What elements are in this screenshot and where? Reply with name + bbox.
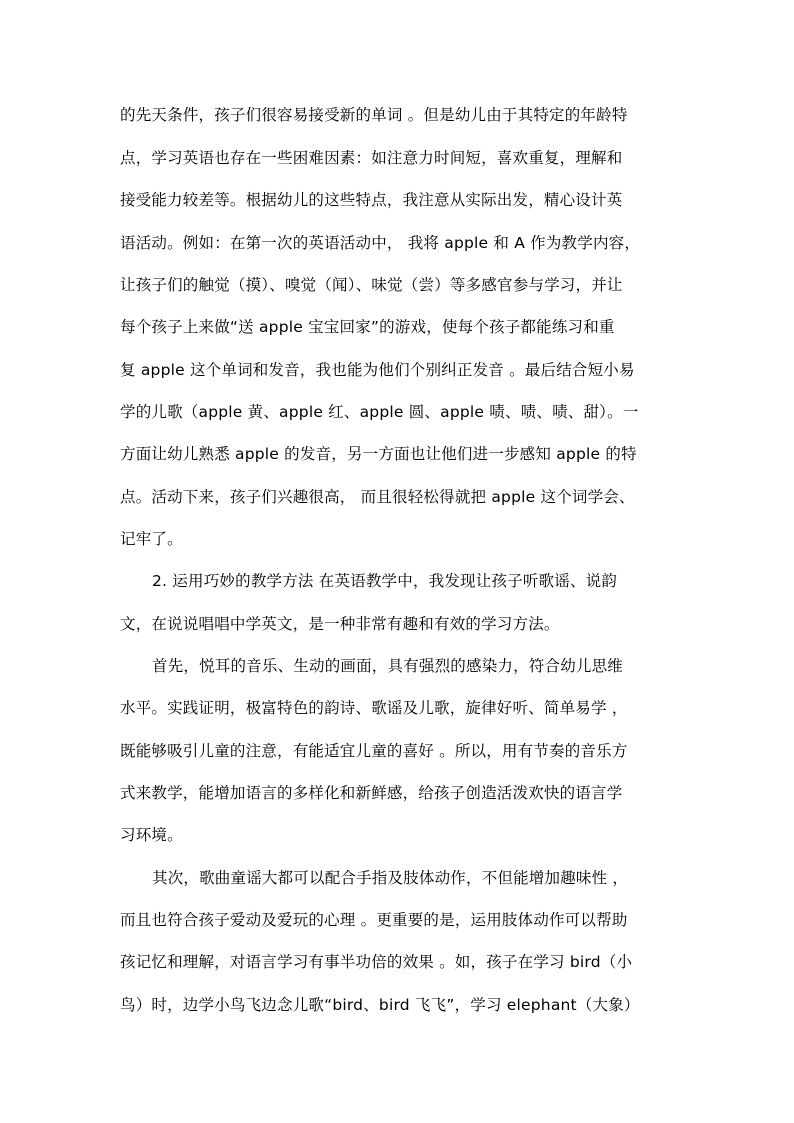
text-line: 语活动。例如：在第一次的英语活动中， 我将 apple 和 A 作为教学内容， [120,234,641,252]
text-line: 学的儿歌（apple 黄、apple 红、apple 圆、apple 啧、啧、啧、甜）。一 [120,403,639,421]
text-line: 让孩子们的触觉（摸）、嗅觉（闻）、味觉（尝）等多感官参与学习，并让 [120,276,623,294]
text-line: 接受能力较差等。根据幼儿的这些特点，我注意从实际出发，精心设计英 [120,191,623,209]
text-line: 文，在说说唱唱中学英文，是一种非常有趣和有效的学习方法。 [120,615,560,633]
text-line: 记牢了。 [120,530,183,548]
text-line: 而且也符合孩子爱动及爱玩的心理 。更重要的是，运用肢体动作可以帮助 [120,911,628,929]
text-line: 2. 运用巧妙的教学方法 在英语教学中，我发现让孩子听歌谣、说韵 [152,572,618,590]
text-line: 首先，悦耳的音乐、生动的画面，具有强烈的感染力，符合幼儿思维 [152,657,624,675]
text-line: 习环境。 [120,826,183,844]
text-line: 点，学习英语也存在一些困难因素：如注意力时间短，喜欢重复，理解和 [120,149,623,167]
text-line: 其次，歌曲童谣大都可以配合手指及肢体动作，不但能增加趣味性 ， [152,869,629,887]
text-line: 点。活动下来，孩子们兴趣很高， 而且很轻松得就把 apple 这个词学会、 [120,488,635,506]
text-line: 鸟）时，边学小鸟飞边念儿歌“bird、bird 飞飞”，学习 elephant（大象） [120,996,640,1014]
text-line: 既能够吸引儿童的注意，有能适宜儿童的喜好 。所以，用有节奏的音乐方 [120,742,628,760]
text-line: 水平。实践证明，极富特色的韵诗、歌谣及儿歌，旋律好听、简单易学 ， [120,699,628,717]
text-line: 式来教学，能增加语言的多样化和新鲜感，给孩子创造活泼欢快的语言学 [120,784,623,802]
text-line: 复 apple 这个单词和发音，我也能为他们个别纠正发音 。最后结合短小易 [120,361,635,379]
text-line: 每个孩子上来做“送 apple 宝宝回家”的游戏，使每个孩子都能练习和重 [120,318,615,336]
text-line: 方面让幼儿熟悉 apple 的发音，另一方面也让他们进一步感知 apple 的特 [120,445,637,463]
text-line: 孩记忆和理解，对语言学习有事半功倍的效果 。如，孩子在学习 bird（小 [120,953,633,971]
text-line: 的先天条件，孩子们很容易接受新的单词 。但是幼儿由于其特定的年龄特 [120,106,628,124]
